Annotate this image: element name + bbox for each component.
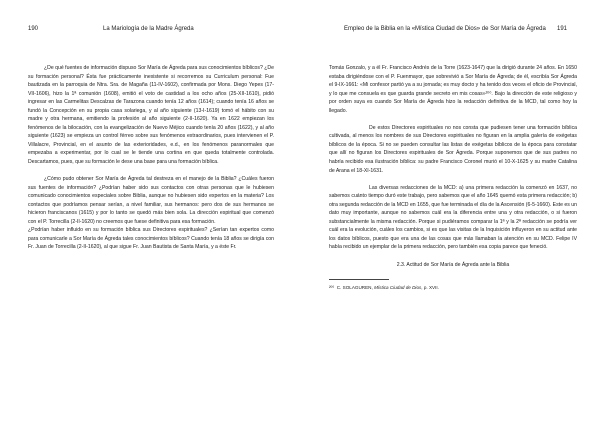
- body-paragraph: ¿De qué fuentes de información dispuso Sor María de Ágreda para sus conocimientos bíblicos? ¿De su formación personal? Ésta fue prácticamente inexistente si recorremos su Curriculum personal: Fue bautizada en la parroquia de Ntra. Sra. de Magaña (11-IV-1602), confirmada por Mons. Diego Yepes (17-VII-1606), hizo la 1ª comunión (1608), emitió el voto de castidad a los ocho años (25-XII-1610), pidió ingresar en las Carmelitas Descalzas de Tarazona cuando tenía 12 años (1614); cuando tenía 16 años se fundó la Concepción en su propia casa solariega, y al año siguiente (13-I-1619) tomó el hábito con su madre y otra hermana, emitiendo la profesión al año siguiente (2-II-1620). Ya en 1622 empiezan los fenómenos de la bilocación, con la evangelización de Nuevo Méjico cuando tenía 20 años (1622), y al año siguiente (1623) se empieza un control férreo sobre sus fenómenos extraordinarios, pues intervienen el P. Villalacre, Provincial, en el asunto de las exterioridades, e.d., en los fenómenos paranormales que empezaba a experimentar, por lo cual se le tiende una cortina en que queda totalmente controlada. Descartamos, pues, que su formación le dese una base para una formación bíblica.: [28, 65, 274, 166]
- footnote-rest: , p. XVII.: [421, 285, 439, 291]
- footnote-author: C. SOLAGUREN,: [336, 285, 373, 291]
- body-paragraph: ¿Podrían haber influido en su formación bíblica sus Directores espirituales? ¿Serían tan expertos como para comunicarle a Sor María de Ágreda tales conocimientos bíblicos? Cuando tenía 18 años se dirigía con Fr. Juan de Torrecilla (2-II-1620), al que sigue Fr. Juan Bautista de Santa María, y a éste Fr.: [28, 227, 274, 251]
- paragraph-gap: [329, 252, 577, 261]
- left-page-body: [28, 64, 274, 252]
- paragraph-gap: [329, 175, 577, 184]
- right-page-body: [329, 64, 577, 291]
- footnote-work: Mística Ciudad de Dios: [374, 285, 422, 291]
- left-running-head: La Mariología de la Madre Ágreda: [103, 26, 194, 32]
- right-running-head: Empleo de la Biblia en la «Mística Ciudad de Dios» de Sor María de Ágreda: [344, 26, 546, 32]
- footnote: [329, 284, 577, 291]
- footnote-mark: ²⁰⁰: [329, 285, 335, 291]
- right-page-number: 191: [557, 26, 568, 32]
- footnote-rule: [329, 279, 389, 280]
- body-paragraph: Las diversas redacciones de la MCD: a) una primera redacción la comenzó en 1637, no sabemos cuánto tiempo duró este trabajo, pero sabemos que el año 1645 quemó esta primera redacción; b) otra segunda redacción de la MCD en 1655, que fue terminada el día de la Ascensión (6-5-1660). Este es un dato muy importante, aunque no sabemos cuál era la diferencia entre una y otra redacción, o si fueron substancialmente la misma redacción. Porque si pudiéramos comparar la 1ª y la 2ª redacción se podría ver cuál era la evolución, cuáles los cambios, si es que las visitas de la Inquisición influyeron en su actitud ante los datos bíblicos, puesto que era una de las cosas que más llamaban la atención en su MCD. Felipe IV había recibido un ejemplar de la primera redacción, pero también esa copia parece que feneció.: [329, 184, 577, 251]
- body-paragraph: ¿Cómo pudo obtener Sor María de Ágreda tal destreza en el manejo de la Biblia? ¿Cuáles fueron sus fuentes de información? ¿Podrían haber sido sus contactos con otras personas que le hubiesen comunicado conocimientos especiales sobre Biblia, aunque no hubiesen sido expertos en la materia? Los contactos que podríamos pensar serían, a nivel familiar, sus hermanos: pero dos de sus hermanos se hicieron franciscanos (1615) y por lo tanto se quedó más bien sola. La dirección espiritual que comenzó con el P. Torrecilla (2-II-1620) no creemos que fuese definitiva para esa formación.: [28, 176, 274, 225]
- paragraph-gap: [329, 115, 577, 124]
- section-heading: 2.3. Actitud de Sor María de Ágreda ante la Biblia: [396, 261, 510, 268]
- right-page: [300, 0, 600, 423]
- body-paragraph: Tomás Gonzalo, y a él Fr. Francisco Andrés de la Torre (1623-1647) que la dirigió durante 24 años. En 1650 estaba dirigiéndose con el P. Fuenmayor, que sobrevivió a Sor María de Ágreda; de él, escribía Sor Ágreda el 9-IX-1661: «Mi confesor partió ya a su jornada; es muy docto y ha tenido dos veces el oficio de Provincial, y lo que me consuela es que guarda grande secreto en mis cosas»²⁰⁰. Bajo la dirección de este religioso y por orden suya es cuando Sor María de Ágreda hizo la redacción definitiva de la MCD, tal como hoy la llegado.: [329, 65, 577, 114]
- paragraph-gap: [28, 167, 274, 176]
- left-page-number: 190: [28, 26, 39, 32]
- body-paragraph: De estos Directores espirituales no nos consta que pudiesen tener una formación bíblica cultivada, al menos los nombres de sus Directores espirituales no figuran en la amplia galería de exégetas bíblicos de la época. Si no se pueden consultar las listas de exégetas bíblicos de la época para constatar que allí no figuran los Directores espirituales de Sor Ágreda. Porque suponemos que de sus padres no habría recibido esa ilustración bíblica: su padre Francisco Coronel murió el 10-X-1625 y su madre Catalina de Arana el 18-XI-1631.: [329, 124, 577, 174]
